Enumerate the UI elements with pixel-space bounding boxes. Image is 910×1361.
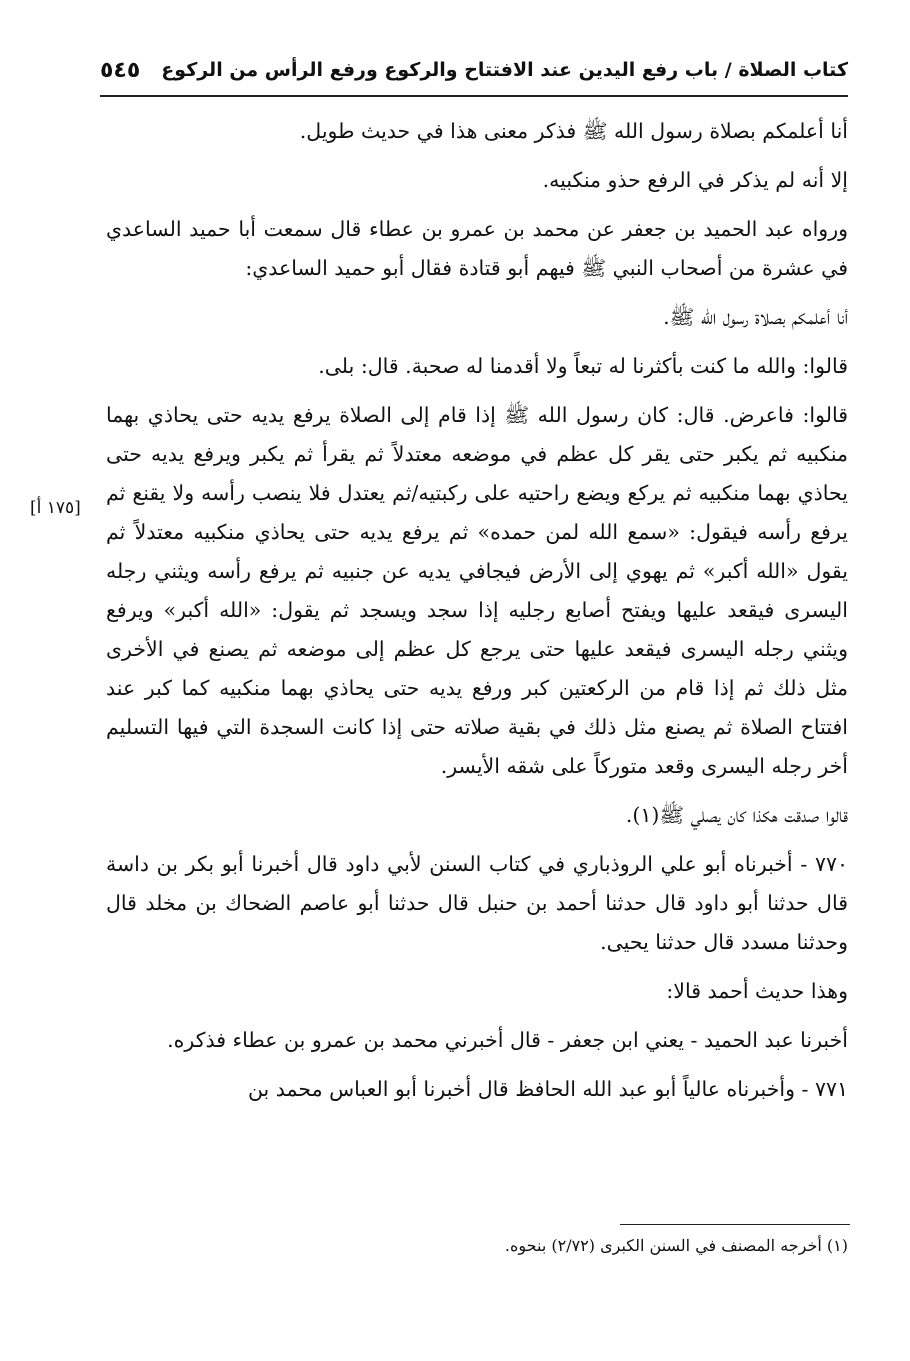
paragraph: ورواه عبد الحميد بن جعفر عن محمد بن عمرو بن عطاء قال سمعت أبا حميد الساعدي في عشرة من أصحاب النبي ﷺ فيهم أبو قتادة فقال أبو حميد الساعدي: — [106, 217, 848, 280]
paragraph: وهذا حديث أحمد قالا: — [666, 979, 848, 1003]
main-text — [106, 112, 848, 1119]
paragraph: إلا أنه لم يذكر في الرفع حذو منكبيه. — [542, 168, 848, 192]
page-number: ٥٤٥ — [100, 57, 141, 83]
paragraph: ٧٧١ - وأخبرناه عالياً أبو عبد الله الحافظ قال أخبرنا أبو العباس محمد بن — [247, 1077, 848, 1101]
footnote: (١) أخرجه المصنف في السنن الكبرى (٢/٧٢) بنحوه. — [504, 1236, 848, 1255]
manuscript-folio-note: [١٧٥ أ] — [30, 498, 81, 518]
running-title: كتاب الصلاة / باب رفع اليدين عند الافتتاح والركوع ورفع الرأس من الركوع — [161, 59, 848, 81]
paragraph: قالوا: والله ما كنت بأكثرنا له تبعاً ولا أقدمنا له صحبة. قال: بلى. — [318, 354, 848, 378]
paragraph: قالوا صدقت هكذا كان يصلي ﷺ(١). — [625, 803, 848, 827]
paragraph: ٧٧٠ - أخبرناه أبو علي الروذباري في كتاب السنن لأبي داود قال أخبرنا أبو بكر بن داسة قال حدثنا أبو داود قال حدثنا أحمد بن حنبل قال حدثنا أبو عاصم الضحاك بن مخلد قال وحدثنا مسدد قال حدثنا يحيى. — [106, 852, 848, 954]
footnote-rule — [620, 1224, 850, 1225]
paragraph: أنا أعلمكم بصلاة رسول الله ﷺ فذكر معنى هذا في حديث طويل. — [299, 119, 848, 143]
page-header — [100, 50, 848, 90]
header-rule — [100, 95, 848, 97]
paragraph: قالوا: فاعرض. قال: كان رسول الله ﷺ إذا قام إلى الصلاة يرفع يديه حتى يحاذي بهما منكبيه ثم يكبر حتى يقر كل عظم في موضعه معتدلاً ثم يقرأ ثم يكبر ويرفع يديه حتى يحاذي بهما منكبيه ثم يركع ويضع راحتيه على ركبتيه/ثم يعتدل فلا ينصب رأسه ولا يقنع ثم يرفع رأسه فيقول: «سمع الله لمن حمده» ثم يرفع يديه حتى يحاذي منكبيه معتدلاً ثم يقول «الله أكبر» ثم يهوي إلى الأرض فيجافي يديه عن جنبيه ثم يرفع رأسه ويثني رجله اليسرى فيقعد عليها ويفتح أصابع رجليه إذا سجد ويسجد ثم يقول: «الله أكبر» ويرفع ويثني رجله اليسرى فيقعد عليها حتى يرجع كل عظم إلى موضعه ثم يصنع في الأخرى مثل ذلك ثم إذا قام من الركعتين كبر ورفع يديه حتى يحاذي بهما منكبيه كما كبر عند افتتاح الصلاة ثم يصنع مثل ذلك في بقية صلاته حتى إذا كانت السجدة التي فيها التسليم أخر رجله اليسرى وقعد متوركاً على شقه الأيسر. — [106, 403, 848, 778]
paragraph: أنا أعلمكم بصلاة رسول الله ﷺ. — [663, 305, 848, 329]
paragraph: أخبرنا عبد الحميد - يعني ابن جعفر - قال أخبرني محمد بن عمرو بن عطاء فذكره. — [167, 1028, 848, 1052]
